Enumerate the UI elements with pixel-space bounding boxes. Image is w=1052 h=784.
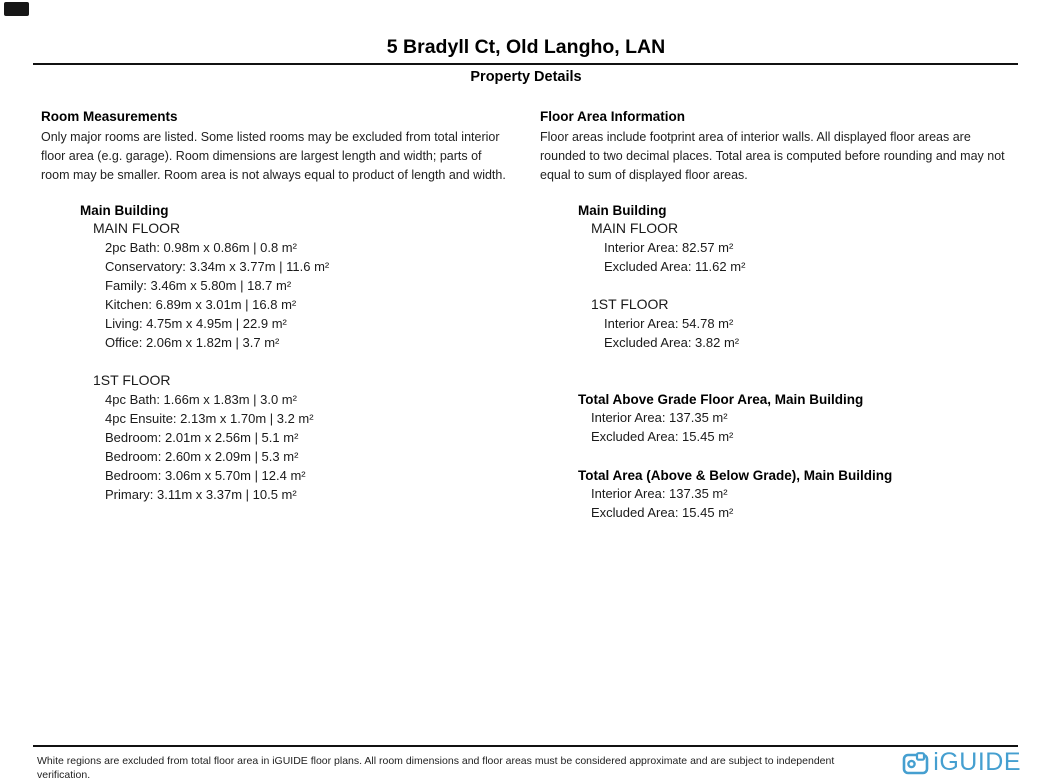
total-area-heading: Total Area (Above & Below Grade), Main Building bbox=[578, 468, 893, 483]
room-entry: Bedroom: 2.01m x 2.56m | 5.1 m² bbox=[105, 430, 299, 445]
total-above-grade-heading: Total Above Grade Floor Area, Main Building bbox=[578, 392, 864, 407]
area-entry: Interior Area: 137.35 m² bbox=[591, 486, 728, 501]
area-entry: Excluded Area: 11.62 m² bbox=[604, 259, 746, 274]
iguide-logo-text: iGUIDE bbox=[933, 748, 1021, 776]
total-area-block bbox=[540, 467, 1020, 522]
area-list bbox=[540, 314, 1020, 352]
floor-block-1st-floor bbox=[41, 371, 513, 504]
floor-name: MAIN FLOOR bbox=[591, 220, 679, 236]
area-entry: Excluded Area: 15.45 m² bbox=[591, 505, 734, 520]
area-entry: Excluded Area: 15.45 m² bbox=[591, 429, 734, 444]
room-measurements-heading: Room Measurements bbox=[41, 109, 178, 124]
floor-area-block-main-floor bbox=[540, 219, 1020, 276]
page-title: 5 Bradyll Ct, Old Langho, LAN bbox=[386, 36, 666, 58]
room-entry: Kitchen: 6.89m x 3.01m | 16.8 m² bbox=[105, 297, 297, 312]
room-entry: 2pc Bath: 0.98m x 0.86m | 0.8 m² bbox=[105, 240, 297, 255]
building-name: Main Building bbox=[578, 203, 667, 218]
floor-area-information-section bbox=[540, 108, 1020, 522]
room-list bbox=[41, 390, 513, 504]
header-divider bbox=[33, 63, 1018, 65]
room-entry: Primary: 3.11m x 3.37m | 10.5 m² bbox=[105, 487, 297, 502]
footer-divider bbox=[33, 745, 1018, 747]
area-list bbox=[540, 238, 1020, 276]
area-entry: Interior Area: 137.35 m² bbox=[591, 410, 728, 425]
floor-area-information-description: Floor areas include footprint area of interior walls. All displayed floor areas are rounded to two decimal places. Total area is computed before rounding and may not equal to sum of displayed floor areas. bbox=[540, 130, 1005, 182]
room-entry: Bedroom: 3.06m x 5.70m | 12.4 m² bbox=[105, 468, 306, 483]
room-entry: Conservatory: 3.34m x 3.77m | 11.6 m² bbox=[105, 259, 330, 274]
iguide-logo bbox=[902, 749, 1021, 776]
floor-name: MAIN FLOOR bbox=[93, 220, 181, 236]
room-measurements-description: Only major rooms are listed. Some listed rooms may be excluded from total interior floor area (e.g. garage). Room dimensions are largest length and width; parts of room may be smaller. Room area is not always equal to product of length and width. bbox=[41, 130, 506, 182]
room-entry: Bedroom: 2.60m x 2.09m | 5.3 m² bbox=[105, 449, 299, 464]
floor-name: 1ST FLOOR bbox=[93, 372, 171, 388]
floor-area-information-heading: Floor Area Information bbox=[540, 109, 686, 124]
floor-area-block-1st-floor bbox=[540, 295, 1020, 352]
room-entry: Family: 3.46m x 5.80m | 18.7 m² bbox=[105, 278, 292, 293]
area-entry: Interior Area: 82.57 m² bbox=[604, 240, 734, 255]
area-entry: Interior Area: 54.78 m² bbox=[604, 316, 734, 331]
area-entry: Excluded Area: 3.82 m² bbox=[604, 335, 740, 350]
building-name: Main Building bbox=[80, 203, 169, 218]
room-entry: 4pc Ensuite: 2.13m x 1.70m | 3.2 m² bbox=[105, 411, 314, 426]
room-entry: 4pc Bath: 1.66m x 1.83m | 3.0 m² bbox=[105, 392, 297, 407]
room-entry: Office: 2.06m x 1.82m | 3.7 m² bbox=[105, 335, 280, 350]
iguide-camera-icon bbox=[902, 751, 929, 775]
room-measurements-section bbox=[41, 108, 513, 504]
room-entry: Living: 4.75m x 4.95m | 22.9 m² bbox=[105, 316, 287, 331]
floor-name: 1ST FLOOR bbox=[591, 296, 669, 312]
footer-disclaimer: White regions are excluded from total floor area in iGUIDE floor plans. All room dimensions and floor areas must be considered approximate and are subject to independent verification. bbox=[37, 755, 835, 781]
page-subtitle: Property Details bbox=[470, 69, 582, 85]
floor-block-main-floor bbox=[41, 219, 513, 352]
total-above-grade-block bbox=[540, 391, 1020, 446]
room-list bbox=[41, 238, 513, 352]
page-corner-mark bbox=[4, 2, 29, 16]
